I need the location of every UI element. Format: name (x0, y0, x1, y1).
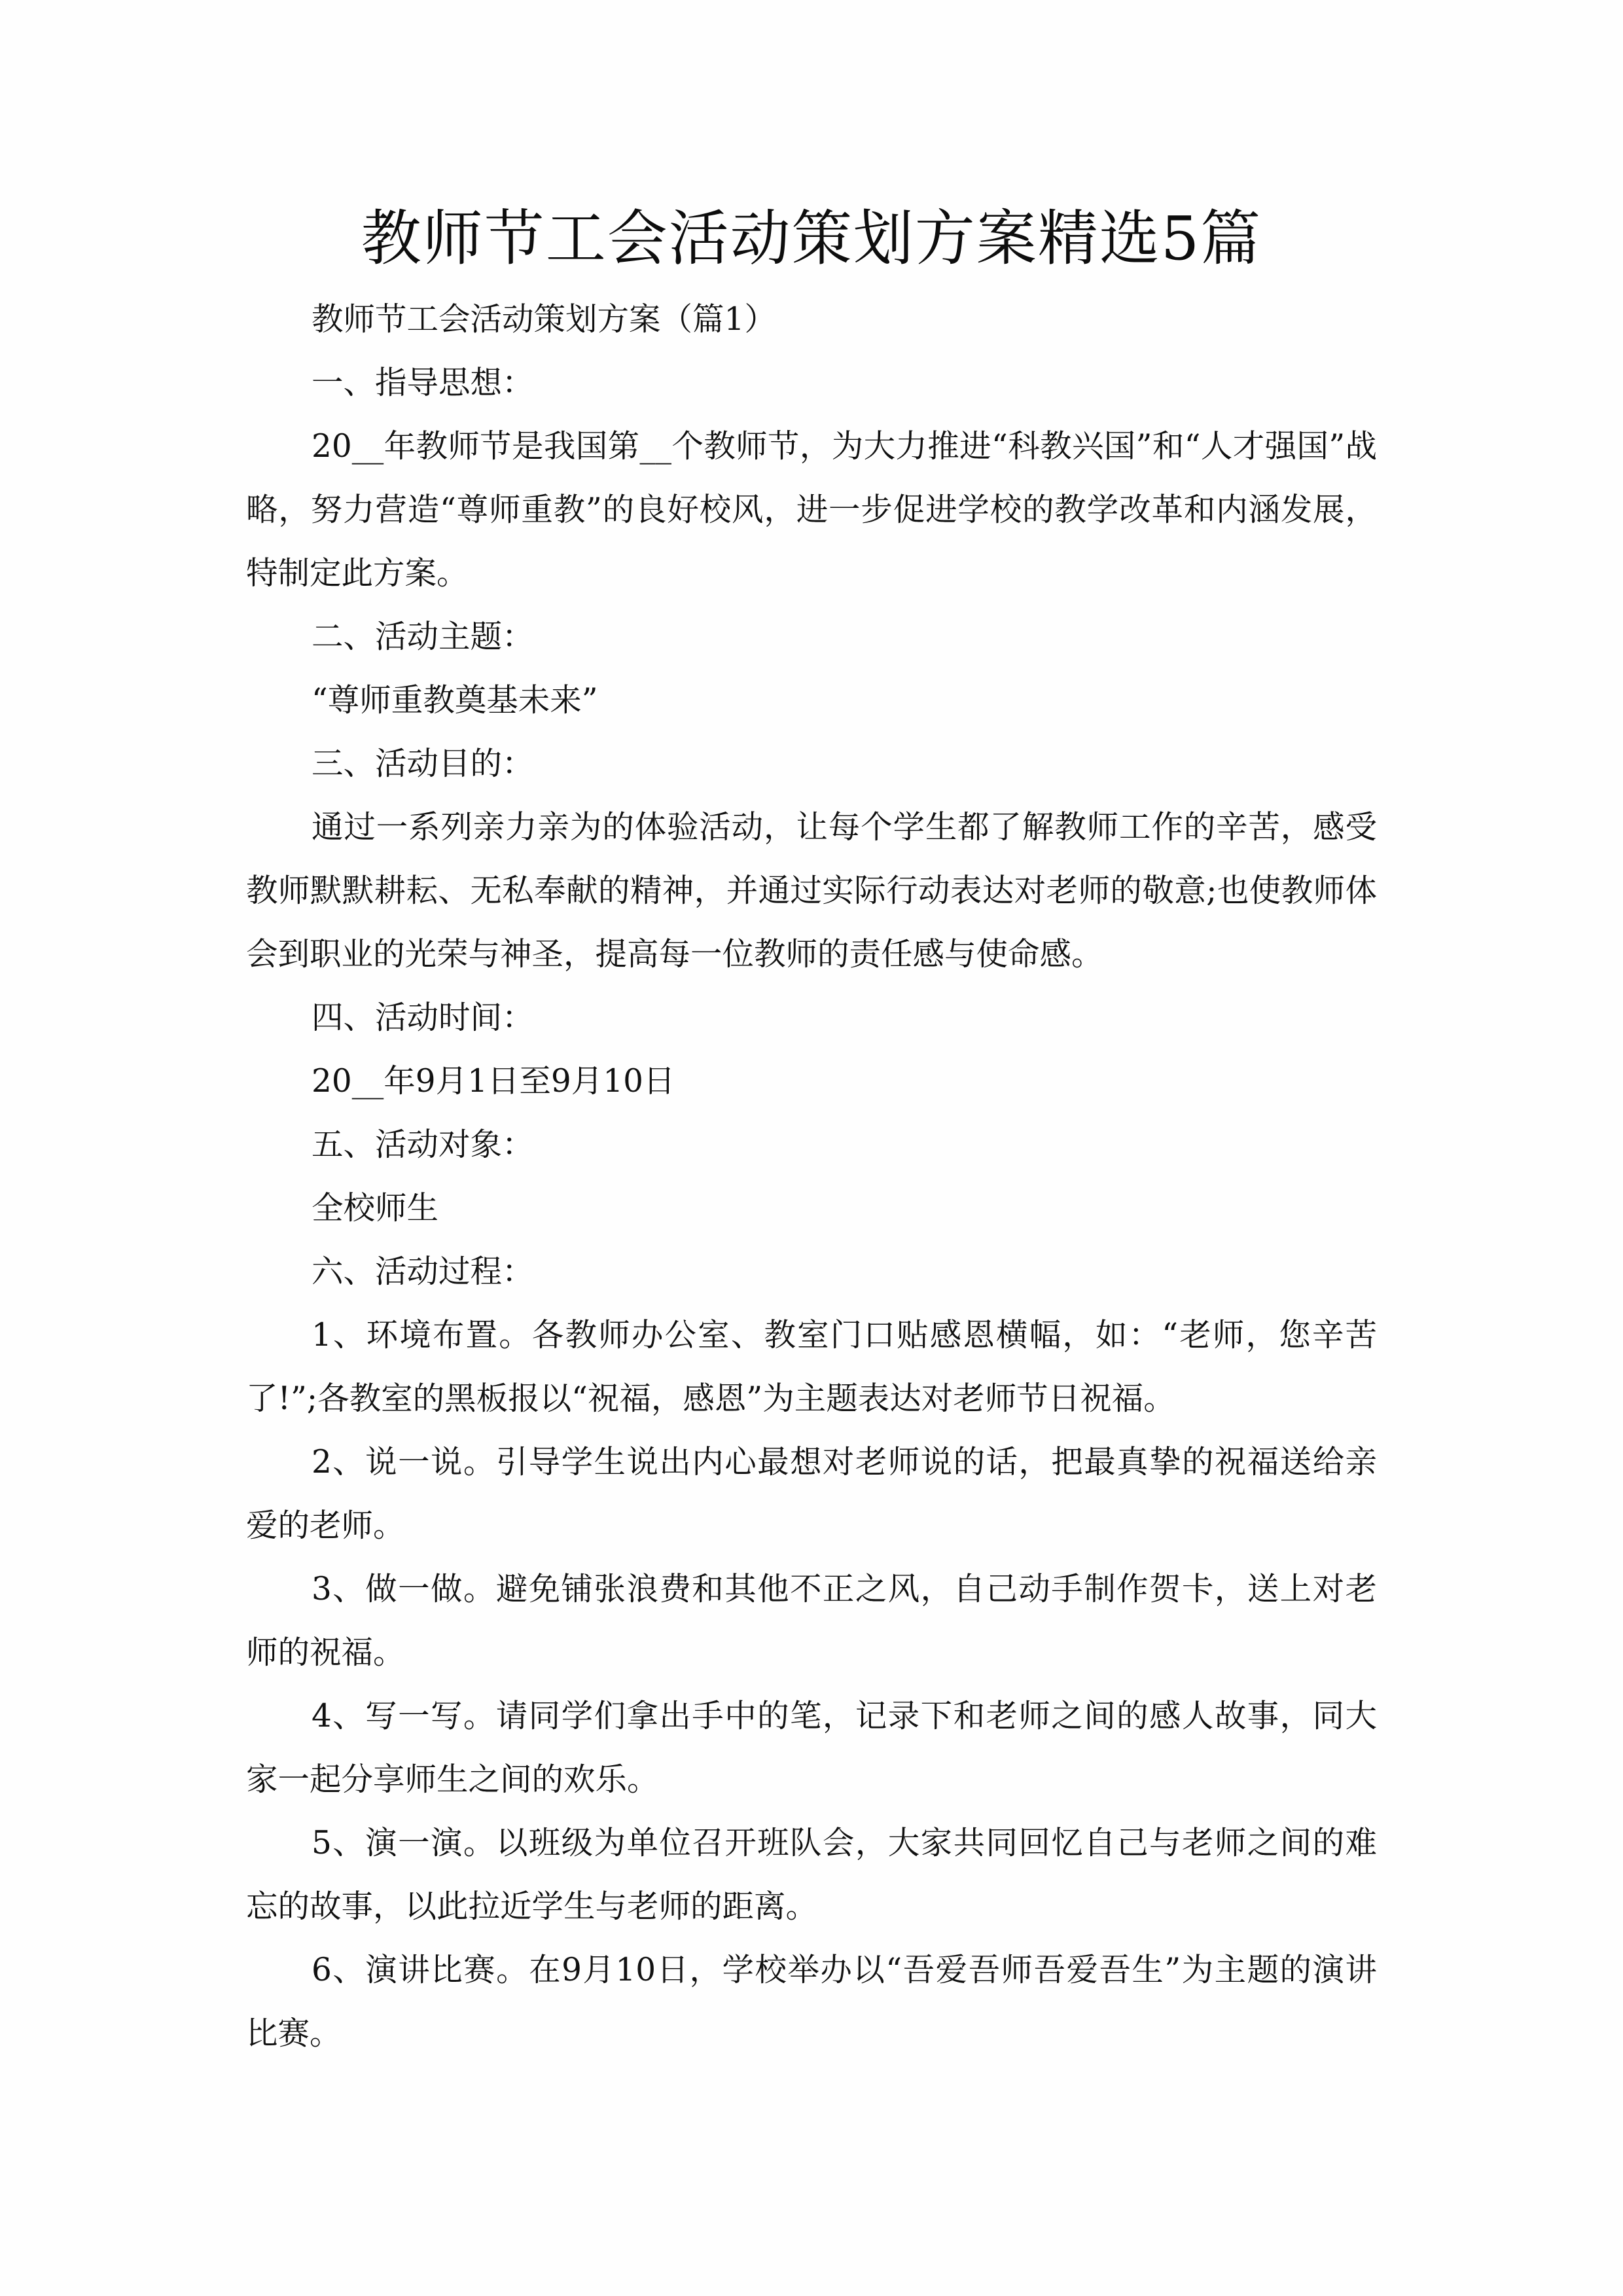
list-item-process-1: 1、环境布置。各教师办公室、教室门口贴感恩横幅，如：“老师，您辛苦了!”;各教室的黑板报以“祝福，感恩”为主题表达对老师节日祝福。 (246, 1317, 1377, 1417)
heading-guiding-ideology: 一、指导思想： (312, 365, 534, 401)
paragraph-activity-target: 全校师生 (312, 1190, 439, 1227)
paragraph-activity-time: 20__年9月1日至9月10日 (312, 1063, 675, 1100)
list-item-process-3: 3、做一做。避免铺张浪费和其他不正之风，自己动手制作贺卡，送上对老师的祝福。 (246, 1571, 1377, 1671)
heading-activity-target: 五、活动对象： (312, 1126, 534, 1163)
document-title: 教师节工会活动策划方案精选5篇 (361, 204, 1262, 274)
document-body (246, 288, 1377, 2066)
paragraph-activity-theme: “尊师重教奠基未来” (312, 682, 598, 719)
list-item-process-6: 6、演讲比赛。在9月10日，学校举办以“吾爱吾师吾爱吾生”为主题的演讲比赛。 (246, 1952, 1377, 2052)
list-item-process-4: 4、写一写。请同学们拿出手中的笔，记录下和老师之间的感人故事，同大家一起分享师生之间的欢乐。 (246, 1698, 1377, 1798)
paragraph-guiding-ideology: 20__年教师节是我国第__个教师节，为大力推进“科教兴国”和“人才强国”战略，努力营造“尊师重教”的良好校风，进一步促进学校的教学改革和内涵发展，特制定此方案。 (246, 428, 1377, 592)
list-item-process-2: 2、说一说。引导学生说出内心最想对老师说的话，把最真挚的祝福送给亲爱的老师。 (246, 1444, 1377, 1544)
heading-activity-purpose: 三、活动目的： (312, 745, 534, 782)
heading-activity-theme: 二、活动主题： (312, 619, 534, 655)
list-item-process-5: 5、演一演。以班级为单位召开班队会，大家共同回忆自己与老师之间的难忘的故事，以此拉近学生与老师的距离。 (246, 1825, 1377, 1925)
heading-activity-time: 四、活动时间： (312, 999, 534, 1036)
paragraph-activity-purpose: 通过一系列亲力亲为的体验活动，让每个学生都了解教师工作的辛苦，感受教师默默耕耘、无私奉献的精神，并通过实际行动表达对老师的敬意;也使教师体会到职业的光荣与神圣，提高每一位教师的责任感与使命感。 (246, 809, 1377, 973)
section-subtitle: 教师节工会活动策划方案（篇1） (312, 301, 776, 338)
heading-activity-process: 六、活动过程： (312, 1253, 534, 1290)
